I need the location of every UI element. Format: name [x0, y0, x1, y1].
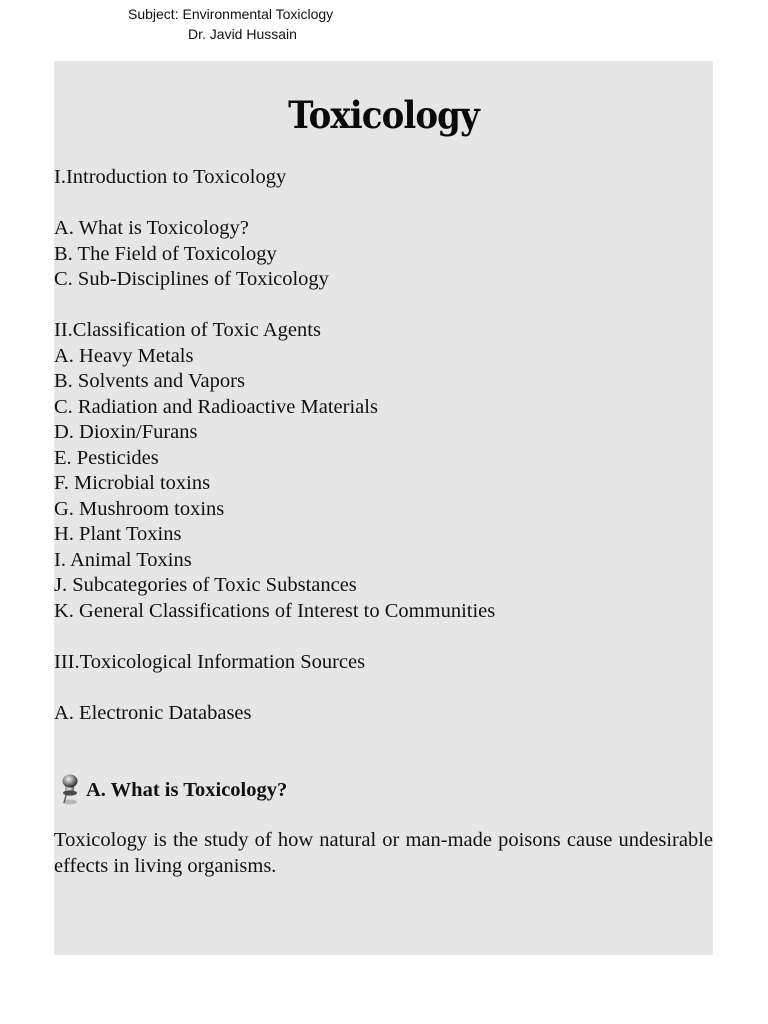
- outline-item: E. Pesticides: [54, 447, 159, 469]
- outline-item: F. Microbial toxins: [54, 472, 211, 494]
- outline-item: B. The Field of Toxicology: [54, 243, 277, 265]
- outline-section-1: I.Introduction to Toxicology: [54, 166, 287, 188]
- outline-item: A. Heavy Metals: [54, 345, 194, 367]
- outline-item: B. Solvents and Vapors: [54, 370, 245, 392]
- outline-item: C. Radiation and Radioactive Materials: [54, 396, 378, 418]
- outline-item: A. Electronic Databases: [54, 702, 252, 724]
- outline-item: D. Dioxin/Furans: [54, 421, 198, 443]
- outline-item: K. General Classifications of Interest to Communities: [54, 600, 496, 622]
- section-heading: [58, 774, 287, 806]
- outline-item: A. What is Toxicology?: [54, 217, 249, 239]
- outline-item: J. Subcategories of Toxic Substances: [54, 574, 357, 596]
- pushpin-icon: [58, 774, 82, 806]
- document-title: Toxicology: [288, 93, 479, 137]
- subject-line: Subject: Environmental Toxiclogy: [128, 6, 334, 22]
- outline-item: I. Animal Toxins: [54, 549, 192, 571]
- definition-paragraph: Toxicology is the study of how natural or man-made poisons cause undesirable effects in living organisms.: [54, 829, 713, 877]
- outline-item: G. Mushroom toxins: [54, 498, 225, 520]
- outline-section-3: III.Toxicological Information Sources: [54, 651, 366, 673]
- author-line: Dr. Javid Hussain: [188, 26, 297, 42]
- document-panel: [54, 61, 713, 955]
- outline-item: C. Sub-Disciplines of Toxicology: [54, 268, 329, 290]
- outline-item: H. Plant Toxins: [54, 523, 182, 545]
- section-heading-text: A. What is Toxicology?: [86, 779, 288, 801]
- outline-section-2: II.Classification of Toxic Agents: [54, 319, 321, 341]
